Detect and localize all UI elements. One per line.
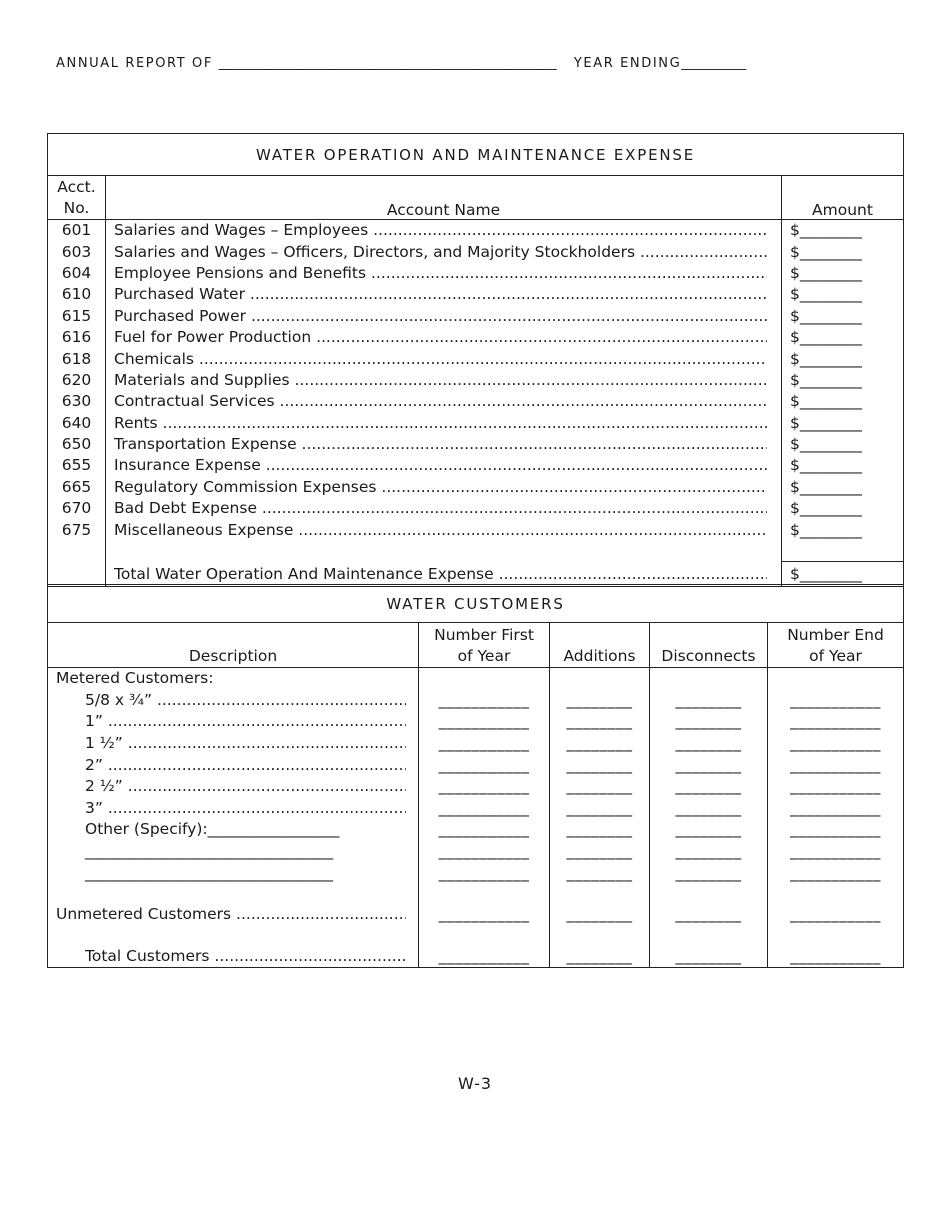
expense-row <box>48 413 904 434</box>
additions-field[interactable]: ________ <box>550 776 650 798</box>
number-first-field[interactable]: ___________ <box>419 733 550 755</box>
amount-field[interactable]: $________ <box>782 284 904 305</box>
number-first-field[interactable]: ___________ <box>419 690 550 712</box>
expense-row <box>48 348 904 369</box>
account-number: 616 <box>48 327 106 348</box>
number-end-field[interactable]: ___________ <box>768 690 904 712</box>
disconnects-field[interactable]: ________ <box>650 754 768 776</box>
amount-field[interactable]: $________ <box>782 413 904 434</box>
additions-field[interactable]: ________ <box>550 733 650 755</box>
customer-row <box>48 862 904 884</box>
account-number: 640 <box>48 413 106 434</box>
customer-row <box>48 819 904 841</box>
account-number: 601 <box>48 220 106 242</box>
expense-row <box>48 327 904 348</box>
disconnects-field[interactable]: ________ <box>650 711 768 733</box>
number-end-field[interactable]: ___________ <box>768 733 904 755</box>
account-name: Employee Pensions and Benefits ..... <box>114 263 767 284</box>
account-number: 603 <box>48 241 106 262</box>
col-acct-no: Acct. No. <box>48 176 106 220</box>
annual-report-field[interactable]: ____________________________________________________ <box>218 56 557 71</box>
number-end-field[interactable]: ___________ <box>768 841 904 863</box>
account-number: 615 <box>48 306 106 327</box>
expense-row <box>48 370 904 391</box>
additions-field[interactable]: ________ <box>550 754 650 776</box>
col-number-first-of-year: Number First of Year <box>419 623 550 668</box>
number-end-field[interactable]: ___________ <box>768 798 904 820</box>
expense-row <box>48 391 904 412</box>
expense-row <box>48 498 904 519</box>
account-name: Regulatory Commission Expenses ..... <box>114 477 767 498</box>
operation-maintenance-expense-table <box>47 133 904 587</box>
meter-size-label: 1 ½” ..... <box>85 733 406 754</box>
amount-field[interactable]: $________ <box>782 263 904 284</box>
number-first-field[interactable]: ___________ <box>419 798 550 820</box>
customer-row <box>48 904 904 926</box>
amount-field[interactable]: $________ <box>782 348 904 369</box>
expense-row <box>48 477 904 498</box>
customer-row <box>48 841 904 863</box>
additions-field[interactable]: ________ <box>550 946 650 968</box>
disconnects-field[interactable]: ________ <box>650 776 768 798</box>
number-first-field[interactable]: ___________ <box>419 946 550 968</box>
year-ending-label: YEAR ENDING <box>573 56 682 71</box>
customer-row <box>48 926 904 946</box>
col-amount: Amount <box>782 176 904 220</box>
customer-row <box>48 946 904 968</box>
account-name: Contractual Services ..... <box>114 391 767 412</box>
account-number: 610 <box>48 284 106 305</box>
page-number: W-3 <box>457 1074 493 1093</box>
customer-row <box>48 733 904 755</box>
customers-title: WATER CUSTOMERS <box>48 585 904 623</box>
amount-field[interactable]: $________ <box>782 370 904 391</box>
disconnects-field[interactable]: ________ <box>650 819 768 841</box>
number-first-field[interactable]: ___________ <box>419 862 550 884</box>
disconnects-field[interactable]: ________ <box>650 904 768 926</box>
account-name: Insurance Expense ..... <box>114 455 767 476</box>
expense-row <box>48 241 904 262</box>
meter-size-label: 5/8 x ¾” ..... <box>85 690 406 711</box>
account-name: Purchased Water ..... <box>114 284 767 305</box>
expense-row <box>48 519 904 540</box>
meter-size-label: 3” ..... <box>85 798 406 819</box>
additions-field[interactable]: ________ <box>550 841 650 863</box>
customer-row <box>48 798 904 820</box>
number-first-field[interactable]: ___________ <box>419 904 550 926</box>
col-account-name: Account Name <box>106 176 782 220</box>
additions-field[interactable]: ________ <box>550 862 650 884</box>
meter-size-label: 2” ..... <box>85 755 406 776</box>
amount-field[interactable]: $________ <box>782 455 904 476</box>
col-number-end-of-year: Number End of Year <box>768 623 904 668</box>
customer-row <box>48 776 904 798</box>
additions-field[interactable]: ________ <box>550 798 650 820</box>
expense-row <box>48 434 904 455</box>
account-number: 665 <box>48 477 106 498</box>
disconnects-field[interactable]: ________ <box>650 946 768 968</box>
other-specify-field[interactable]: Other (Specify):_________________ <box>48 819 419 841</box>
account-number: 618 <box>48 348 106 369</box>
account-number: 655 <box>48 455 106 476</box>
amount-field[interactable]: $________ <box>782 220 904 242</box>
additions-field[interactable]: ________ <box>550 711 650 733</box>
number-end-field[interactable]: ___________ <box>768 819 904 841</box>
additions-field[interactable]: ________ <box>550 904 650 926</box>
account-name: Transportation Expense ..... <box>114 434 767 455</box>
col-disconnects: Disconnects <box>650 623 768 668</box>
amount-field[interactable]: $________ <box>782 477 904 498</box>
unmetered-customers-label: Unmetered Customers ..... <box>56 904 406 925</box>
total-expense-label: Total Water Operation And Maintenance Expense ..... <box>114 562 767 586</box>
number-end-field[interactable]: ___________ <box>768 946 904 968</box>
account-number: 620 <box>48 370 106 391</box>
amount-field[interactable]: $________ <box>782 434 904 455</box>
number-first-field[interactable]: ___________ <box>419 819 550 841</box>
account-name: Miscellaneous Expense ..... <box>114 520 767 541</box>
account-number: 604 <box>48 263 106 284</box>
number-end-field[interactable]: ___________ <box>768 711 904 733</box>
amount-field[interactable]: $________ <box>782 327 904 348</box>
account-name: Bad Debt Expense ..... <box>114 498 767 519</box>
account-name: Materials and Supplies ..... <box>114 370 767 391</box>
additions-field[interactable]: ________ <box>550 819 650 841</box>
number-first-field[interactable]: ___________ <box>419 776 550 798</box>
water-customers-table <box>47 584 904 968</box>
disconnects-field[interactable]: ________ <box>650 690 768 712</box>
account-name: Purchased Power ..... <box>114 306 767 327</box>
account-name: Salaries and Wages – Employees ..... <box>114 220 767 241</box>
amount-field[interactable]: $________ <box>782 306 904 327</box>
amount-field[interactable]: $________ <box>782 241 904 262</box>
account-number: 650 <box>48 434 106 455</box>
total-customers-label: Total Customers ..... <box>85 946 406 967</box>
other-specify-line[interactable]: ________________________________ <box>48 841 419 863</box>
disconnects-field[interactable]: ________ <box>650 733 768 755</box>
number-end-field[interactable]: ___________ <box>768 754 904 776</box>
opex-title: WATER OPERATION AND MAINTENANCE EXPENSE <box>48 134 904 176</box>
year-ending-field[interactable]: __________ <box>681 56 747 71</box>
col-description: Description <box>48 623 419 668</box>
customer-row <box>48 668 904 690</box>
expense-row <box>48 306 904 327</box>
customer-row <box>48 884 904 904</box>
number-first-field[interactable]: ___________ <box>419 754 550 776</box>
number-end-field[interactable]: ___________ <box>768 776 904 798</box>
amount-field[interactable]: $________ <box>782 498 904 519</box>
account-number: 670 <box>48 498 106 519</box>
customer-row <box>48 711 904 733</box>
disconnects-field[interactable]: ________ <box>650 798 768 820</box>
number-end-field[interactable]: ___________ <box>768 862 904 884</box>
number-first-field[interactable]: ___________ <box>419 841 550 863</box>
amount-field[interactable]: $________ <box>782 391 904 412</box>
account-number: 630 <box>48 391 106 412</box>
account-name: Rents ..... <box>114 413 767 434</box>
expense-row <box>48 220 904 242</box>
customer-row <box>48 690 904 712</box>
number-first-field[interactable]: ___________ <box>419 711 550 733</box>
meter-size-label: 2 ½” ..... <box>85 776 406 797</box>
other-specify-line[interactable]: ________________________________ <box>48 862 419 884</box>
report-header <box>56 56 746 71</box>
expense-row <box>48 455 904 476</box>
amount-field[interactable]: $________ <box>782 519 904 540</box>
additions-field[interactable]: ________ <box>550 690 650 712</box>
total-expense-amount-field[interactable]: $________ <box>782 561 904 586</box>
account-name: Salaries and Wages – Officers, Directors, and Majority Stockholders ..... <box>114 242 767 263</box>
annual-report-label: ANNUAL REPORT OF <box>56 56 213 71</box>
metered-customers-label: Metered Customers: <box>48 668 419 690</box>
disconnects-field[interactable]: ________ <box>650 862 768 884</box>
expense-row <box>48 284 904 305</box>
account-number: 675 <box>48 519 106 540</box>
account-name: Fuel for Power Production ..... <box>114 327 767 348</box>
meter-size-label: 1” ..... <box>85 711 406 732</box>
expense-row <box>48 263 904 284</box>
disconnects-field[interactable]: ________ <box>650 841 768 863</box>
account-name: Chemicals ..... <box>114 349 767 370</box>
col-additions: Additions <box>550 623 650 668</box>
number-end-field[interactable]: ___________ <box>768 904 904 926</box>
customer-row <box>48 754 904 776</box>
